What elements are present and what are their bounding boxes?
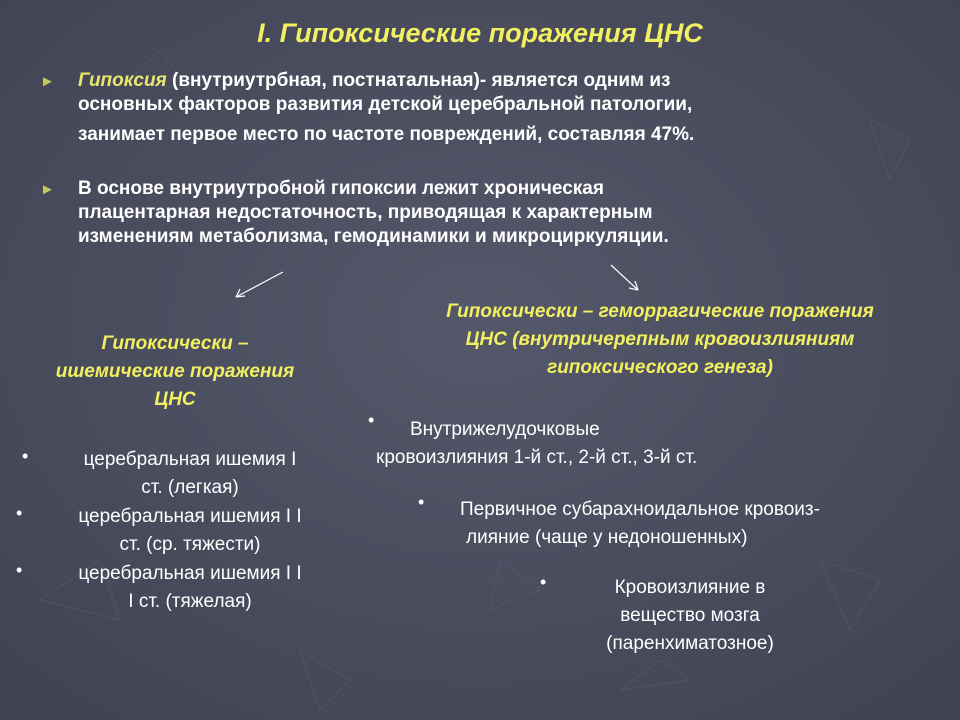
right-item-2: Первичное субарахноидальное кровоиз- лияние (чаще у недоношенных) (460, 499, 820, 548)
bullet-marker: ► (40, 181, 55, 198)
left-heading: Гипоксически – ишемические поражения ЦНС (55, 333, 295, 410)
bullet-marker: ► (40, 73, 55, 90)
left-item-3: церебральная ишемия I I I ст. (тяжелая) (78, 563, 302, 612)
slide-title: I. Гипоксические поражения ЦНС (257, 18, 703, 48)
right-item-1: Внутрижелудочковые кровоизлияния 1-й ст., 2-й ст., 3-й ст. (376, 419, 698, 468)
left-item-2: церебральная ишемия I I ст. (ср. тяжести) (78, 506, 302, 555)
paragraph-2: В основе внутриутробной гипоксии лежит хроническая плацентарная недостаточность, приводящая к характерным изменениям метаболизма, гемодинамики и микроциркуляции. (78, 178, 669, 247)
hypoxia-term: Гипоксия (78, 70, 167, 91)
left-item-1: церебральная ишемия I ст. (легкая) (83, 449, 297, 498)
paragraph-1: Гипоксия (внутриутрбная, постнатальная)- является одним из основных факторов развития детской церебральной патологии, занимает первое место по частоте повреждений, составляя 47%. (78, 70, 695, 145)
list-bullet: • (22, 446, 29, 466)
list-bullet: • (368, 410, 375, 430)
list-bullet: • (16, 560, 23, 580)
right-item-3: Кровоизлияние в вещество мозга (паренхиматозное) (606, 577, 774, 654)
list-bullet: • (418, 492, 425, 512)
list-bullet: • (540, 572, 547, 592)
list-bullet: • (16, 503, 23, 523)
right-heading: Гипоксически – геморрагические поражения ЦНС (внутричерепным кровоизлияниям гипоксического генеза) (446, 301, 874, 378)
